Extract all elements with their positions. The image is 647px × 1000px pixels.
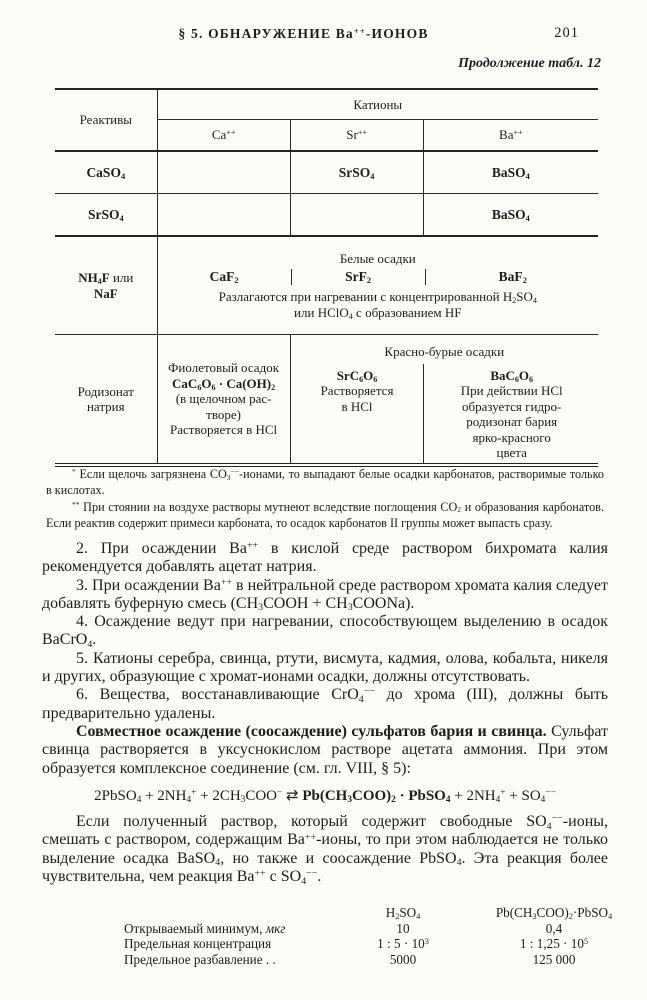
cell-fluoride-span — [157, 236, 598, 335]
cell-caso4-sr: SrSO$_4$ — [290, 151, 423, 193]
row-value-complex: 0,4 — [545, 920, 563, 936]
sensitivity-row-concentration — [120, 936, 642, 952]
cell-rhodizonate-reagent: Родизонат натрия — [55, 335, 157, 466]
paragraph-closing: Если полученный раствор, который содержит свободные $SO_4^{--}$-ионы, смешать с раствором, содержащим Ba++-ионы, то при этом наблюдается не только выделение осадка BaSO$_4$, но также и соосаждение PbSO$_4$. Эта реакция более чувствительна, чем реакция Ba++ с $SO_4^{--}$. — [42, 813, 609, 887]
table-header-row-1 — [55, 89, 598, 119]
fluoride-decomposition-note: Разлагаются при нагревании с концентрированной $H_2SO_4$ или HClO$_4$ с образованием HF — [218, 288, 537, 321]
table-continuation-caption: Продолжение табл. 12 — [458, 56, 601, 71]
cell-srso4-sr — [290, 193, 423, 236]
row-label: Предельное разбавление . . — [124, 951, 276, 967]
cell-baf2: BaF$_2$ — [425, 269, 600, 285]
row-label: Открываемый минимум, мкг — [124, 920, 286, 936]
paragraph-6: 6. Вещества, восстанавливающие CrO$_4$−− до хрома (III), должны быть предварительно удалены. — [42, 686, 608, 722]
cell-srf2: SrF$_2$ — [291, 269, 425, 285]
paragraph-2: 2. При осаждении Ba++ в кислой среде раствором бихромата калия рекомендуется добавлять ацетат натрия. — [42, 540, 608, 576]
cell-bac6o6: $BaC_6O_6$ При действии HCl образуется гидро- родизонат бария ярко-красного цвета — [423, 364, 599, 464]
footnotes-block — [46, 466, 604, 531]
chemical-equation: 2PbSO$_4$ + $2NH_4^+ + 2CH_3COO^-$ ⇄ $Pb(CH_3COO)_2$ · PbSO$_4$ + $2NH_4^+ + SO_4^{--}$ — [94, 787, 556, 806]
rhodizonate-span-label: Красно-бурые осадки — [384, 344, 505, 359]
row-value-h2so4: 10 — [396, 920, 410, 936]
column-header-sr: Sr++ — [290, 119, 423, 151]
row-value-complex: 125 000 — [532, 951, 576, 967]
paragraph-3: 3. При осаждении Ba++ в нейтральной среде раствором хромата калия следует добавлять буферную смесь ($CH_3COOH$ + $CH_3COONa$). — [42, 576, 608, 614]
footnote-2: ** При стоянии на воздухе растворы мутнеют вследствие поглощения $CO_2$ и образования карбонатов. Если реактив содержит примеси карбоната, то осадок карбонатов II группы может выпасть сразу. — [46, 499, 604, 530]
cell-caso4-ca — [157, 151, 290, 193]
section-heading: § 5. ОБНАРУЖЕНИЕ Ba++-ИОНОВ — [178, 26, 429, 41]
row-value-h2so4: 5000 — [389, 951, 417, 967]
paragraph-4: 4. Осаждение ведут при нагревании, способствующем выделению в осадок BaCrO$_4$. — [42, 613, 608, 650]
table-row-caso4 — [55, 151, 598, 193]
cell-rhodizonate-ca: Фиолетовый осадок $CaC_6O_6 \cdot Ca(OH)_2$ (в щелочном рас- творе) Растворяется в HCl — [157, 335, 290, 466]
cell-rhodizonate-span — [290, 335, 598, 466]
sensitivity-header-row — [120, 905, 642, 921]
cation-analysis-table — [55, 88, 598, 467]
paragraph-5: 5. Катионы серебра, свинца, ртути, висмута, кадмия, олова, кобальта, никеля и других, образующие с хромат-ионами осадки, должны отсутствовать. — [42, 649, 608, 686]
cell-caso4-ba: BaSO$_4$ — [423, 151, 598, 193]
column-header-ba: Ba++ — [423, 119, 598, 151]
cell-src6o6: $SrC_6O_6$ Растворяется в HCl — [320, 367, 394, 414]
sensitivity-header-complex: $Pb(CH_3COO)_2\cdot PbSO_4$ — [495, 905, 613, 922]
cell-srso4-ca — [157, 193, 290, 236]
cell-srso4-reagent: SrSO$_4$ — [55, 193, 157, 236]
fluoride-span-label: Белые осадки — [339, 250, 416, 266]
sensitivity-row-minimum — [120, 921, 642, 937]
table-row-fluoride — [55, 236, 598, 335]
sensitivity-table — [120, 905, 642, 967]
cations-header-cell: Катионы — [157, 89, 598, 119]
paragraph-coprecipitation: Совместное осаждение (соосаждение) сульфатов бария и свинца. Сульфат свинца растворяется в уксуснокислом растворе ацетата аммония. При этом образуется комплексное соединение (см. гл. VIII, § 5): — [42, 722, 608, 777]
body-text — [42, 540, 608, 886]
row-label: Предельная концентрация — [124, 936, 272, 952]
sensitivity-header-h2so4: $H_2SO_4$ — [385, 905, 421, 922]
cell-caf2: CaF$_2$ — [209, 269, 239, 286]
table-row-srso4 — [55, 193, 598, 236]
row-value-h2so4: 1 : $5 \cdot 10^3$ — [377, 936, 429, 952]
page-number: 201 — [554, 25, 579, 41]
cell-caso4-reagent: CaSO$_4$ — [55, 151, 157, 193]
footnote-1: * Если щелочь загрязнена $CO_3^{--}$-ионами, то выпадают белые осадки карбонатов, растворимые только в кислотах. — [46, 467, 604, 498]
reagents-header-cell: Реактивы — [79, 112, 132, 128]
row-value-complex: 1 : $1,25 \cdot 10^5$ — [519, 936, 589, 952]
table-row-rhodizonate — [55, 335, 598, 466]
cell-srso4-ba: BaSO$_4$ — [423, 193, 598, 236]
sensitivity-row-dilution — [120, 952, 642, 968]
sensitivity-header-empty — [120, 905, 340, 921]
cell-fluoride-reagent: $NH_4F$ или NaF — [55, 236, 157, 335]
column-header-ca: Ca++ — [157, 119, 290, 151]
